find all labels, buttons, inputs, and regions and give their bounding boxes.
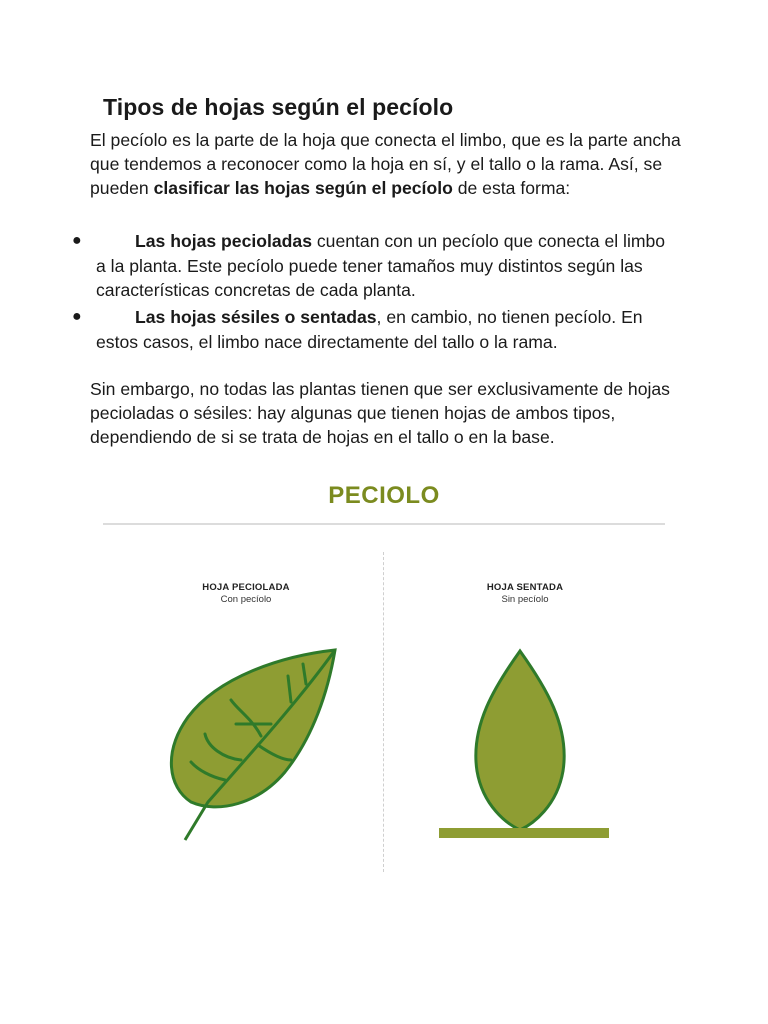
intro-bold: clasificar las hojas según el pecíolo [153,178,453,198]
figure-divider [383,552,384,872]
closing-paragraph: Sin embargo, no todas las plantas tienen que ser exclusivamente de hojas pecioladas o sésiles: hay algunas que tienen hojas de ambos tipos, dependiendo de si se trata de hojas en el tallo o en la base. [90,379,670,447]
caption-sub: Sin pecíolo [501,594,549,605]
page-title: Tipos de hojas según el pecíolo [103,94,454,120]
petiolate-leaf-illustration [163,642,343,847]
bullet-dot-icon: ● [72,232,82,249]
bullet-dot-icon: ● [72,308,82,325]
stem-bar [439,828,609,838]
peciolo-figure [103,474,665,912]
figure-title: PECIOLO [328,482,440,509]
bullet-text: , en cambio, no tienen pecíolo. En estos casos, el limbo nace directamente del tallo o la rama. [96,307,643,352]
caption-heading: HOJA PECIOLADA [202,582,290,593]
bullet-item-sesiles [72,305,672,354]
caption-heading: HOJA SENTADA [486,582,564,593]
figure-rule [103,523,665,525]
bullet-bold: Las hojas pecioladas [135,231,312,251]
intro-text-after: de esta forma: [452,178,571,198]
sessile-leaf-illustration [435,646,615,846]
bullet-item-pecioladas [72,229,672,303]
caption-sentada [425,582,625,605]
bullet-bold: Las hojas sésiles o sentadas [135,307,377,327]
caption-peciolada [146,582,346,605]
bullet-text: cuentan con un pecíolo que conecta el limbo a la planta. Este pecíolo puede tener tamaños muy distintos según las características concretas de cada planta. [96,231,666,300]
caption-sub: Con pecíolo [220,594,272,605]
intro-paragraph [90,128,690,200]
intro-text-before: El pecíolo es la parte de la hoja que conecta el limbo, que es la parte ancha que tendemos a reconocer como la hoja en sí, y el tallo o la rama. Así, se pueden [90,130,681,198]
